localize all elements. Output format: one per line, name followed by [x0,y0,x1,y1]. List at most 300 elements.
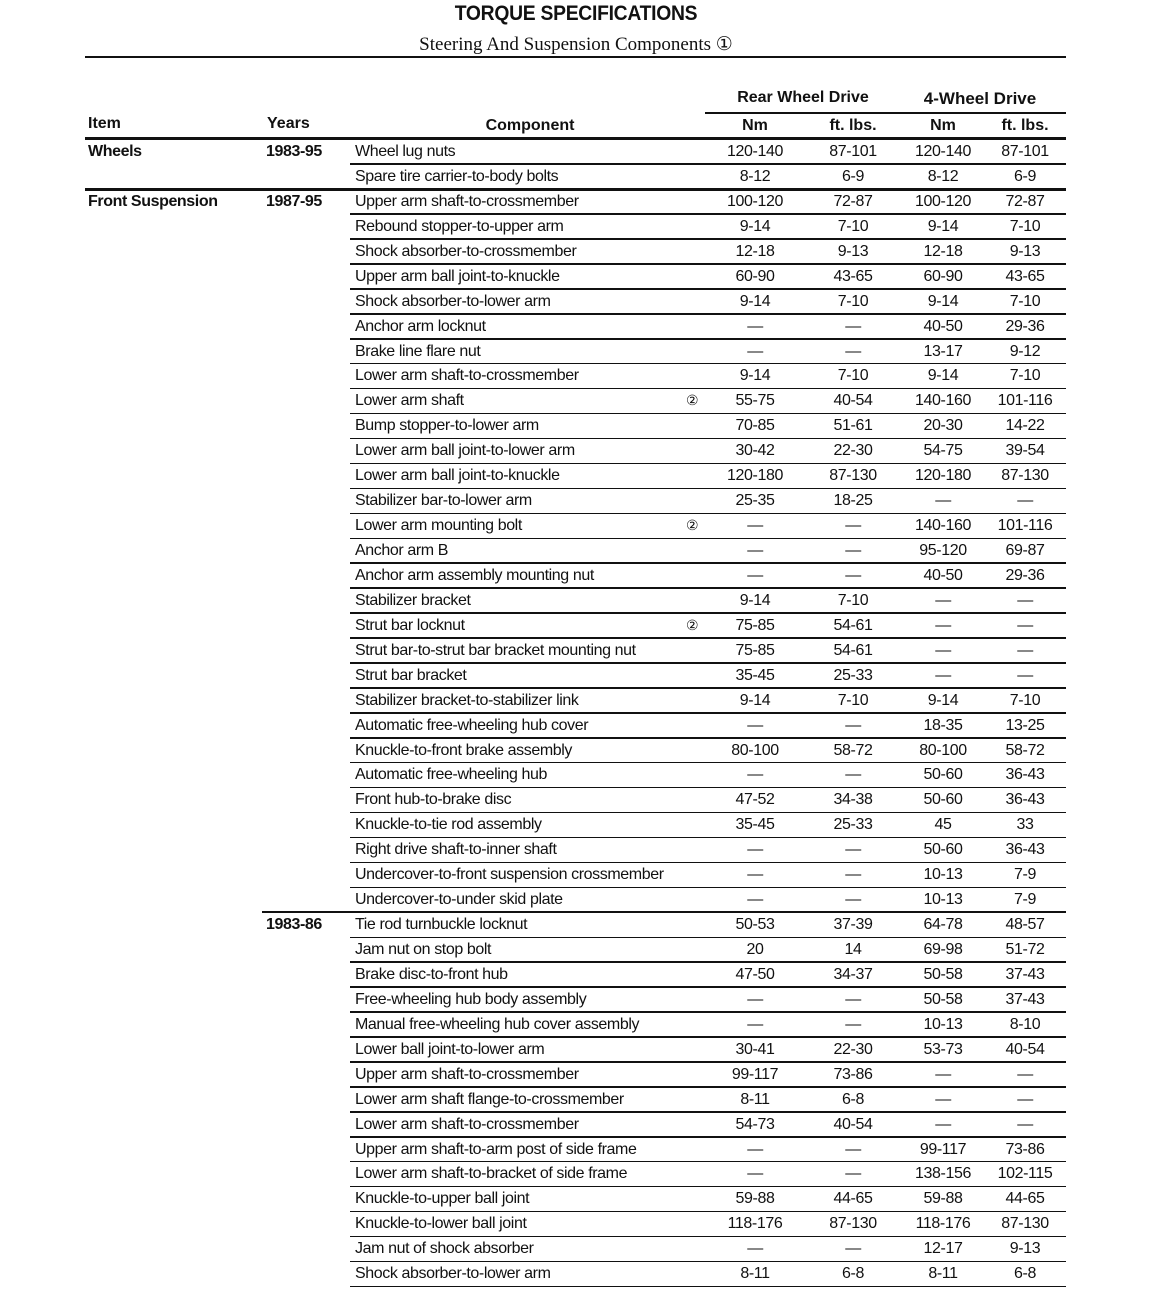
table-row [0,464,1152,489]
row-component: Upper arm shaft-to-crossmember [355,1065,579,1083]
4wd-ftlbs-value: 7-10 [1009,691,1041,709]
4wd-ftlbs-value: 7-10 [1009,217,1041,235]
rwd-nm-value: 120-180 [727,467,783,485]
rwd-ftlbs-value: — [845,1240,861,1258]
table-row [0,963,1152,988]
table-row [0,639,1152,664]
4wd-ftlbs-value: — [1017,666,1033,684]
4wd-ftlbs-value: — [1017,1115,1033,1133]
4wd-ftlbs-value: 37-43 [1005,965,1045,983]
row-component: Lower arm shaft-to-crossmember [355,1115,579,1133]
table-row [0,489,1152,514]
rwd-ftlbs-value: 51-61 [833,417,873,435]
rwd-ftlbs-value: 18-25 [833,492,873,510]
rwd-nm-value: 99-117 [731,1065,779,1083]
table-row [0,863,1152,888]
4wd-ftlbs-value: 48-57 [1005,916,1045,934]
rwd-ftlbs-value: 22-30 [833,1040,873,1058]
rwd-nm-value: 60-90 [735,267,775,285]
row-component: Stabilizer bar-to-lower arm [355,492,532,510]
4wd-ftlbs-value: 7-10 [1009,292,1041,310]
rwd-ftlbs-value: — [845,891,861,909]
rwd-nm-value: 120-140 [727,143,783,160]
4wd-nm-value: 10-13 [923,891,963,909]
table-row [0,838,1152,863]
row-component: Spare tire carrier-to-body bolts [355,167,559,185]
rwd-ftlbs-value: 54-61 [833,641,873,659]
4wd-nm-value: 54-75 [923,442,963,460]
group-header-4wd: 4-Wheel Drive [923,89,1037,108]
row-component: Bump stopper-to-lower arm [355,417,539,435]
page-subtitle: Steering And Suspension Components ① [419,34,733,55]
rwd-nm-value: 8-12 [739,167,771,185]
rwd-ftlbs-value: — [845,866,861,884]
table-row [0,1262,1152,1287]
rwd-ftlbs-value: 7-10 [837,292,869,310]
4wd-nm-value: 10-13 [923,866,963,884]
4wd-ftlbs-value: 39-54 [1005,442,1045,460]
rwd-ftlbs-value: 7-10 [837,367,869,385]
4wd-nm-value: 10-13 [923,1015,963,1033]
row-component: Jam nut on stop bolt [355,941,492,958]
table-row [0,215,1152,240]
rwd-nm-value: — [747,1015,763,1033]
table-row [0,539,1152,564]
4wd-ftlbs-value: 6-8 [1014,1265,1036,1283]
rwd-nm-value: — [747,716,763,734]
row-component: Right drive shaft-to-inner shaft [355,841,557,859]
rwd-nm-value: — [747,990,763,1008]
rwd-nm-value: 9-14 [739,367,771,385]
row-component: Upper arm ball joint-to-knuckle [355,267,560,285]
rwd-ftlbs-value: — [845,1165,861,1183]
rwd-nm-value: 47-52 [735,791,775,809]
table-row [0,340,1152,365]
rwd-nm-value: 25-35 [735,492,775,510]
row-component: Strut bar locknut [355,616,465,634]
column-header-rwd-nm: Nm [742,117,768,134]
table-row [0,165,1152,190]
4wd-nm-value: 12-17 [923,1240,963,1258]
table-row [0,240,1152,265]
table-row [0,1237,1152,1262]
rwd-ftlbs-value: — [845,1140,861,1158]
row-item-label: Front Suspension [88,192,218,210]
group-header-rwd: Rear Wheel Drive [737,89,869,106]
4wd-nm-value: 50-58 [923,965,963,983]
4wd-nm-value: 69-98 [923,941,963,958]
rwd-nm-value: 30-41 [735,1040,775,1058]
rwd-nm-value: 50-53 [735,916,775,934]
rwd-ftlbs-value: 54-61 [833,616,873,634]
4wd-ftlbs-value: 13-25 [1005,716,1045,734]
row-component: Knuckle-to-front brake assembly [355,741,573,759]
row-component: Anchor arm assembly mounting nut [355,566,594,584]
rwd-ftlbs-value: 6-8 [842,1090,864,1108]
4wd-nm-value: 140-160 [915,392,971,410]
column-header-rwd-ftlbs: ft. lbs. [829,117,877,134]
4wd-nm-value: 99-117 [919,1140,967,1158]
4wd-nm-value: 50-58 [923,990,963,1008]
rwd-nm-value: — [747,891,763,909]
4wd-nm-value: — [935,492,951,510]
4wd-nm-value: 8-11 [928,1265,958,1283]
row-component: Knuckle-to-upper ball joint [355,1190,530,1208]
row-component: Tie rod turnbuckle locknut [355,916,528,934]
rwd-nm-value: — [747,1165,763,1183]
rwd-nm-value: — [747,866,763,884]
table-row [0,414,1152,439]
table-row [0,938,1152,963]
row-component: Lower ball joint-to-lower arm [355,1040,545,1058]
rwd-nm-value: — [747,1240,763,1258]
row-component: Shock absorber-to-lower arm [355,1265,551,1283]
row-component: Strut bar-to-strut bar bracket mounting nut [355,641,636,659]
row-component: Anchor arm locknut [355,317,486,335]
4wd-nm-value: — [935,1090,951,1108]
4wd-ftlbs-value: — [1017,1090,1033,1108]
table-row [0,589,1152,614]
row-component: Upper arm shaft-to-crossmember [355,192,579,210]
table-row [0,739,1152,764]
row-component: Stabilizer bracket [355,591,471,609]
row-component: Strut bar bracket [355,666,467,684]
4wd-nm-value: 20-30 [923,417,963,435]
column-header-item: Item [88,115,121,132]
rwd-nm-value: — [747,766,763,784]
table-row [0,714,1152,739]
4wd-ftlbs-value: 58-72 [1005,741,1045,759]
4wd-ftlbs-value: 6-9 [1014,167,1036,185]
rwd-ftlbs-value: 37-39 [833,916,873,934]
table-row [0,763,1152,788]
row-component: Jam nut of shock absorber [355,1240,534,1258]
row-component: Lower arm mounting bolt [355,517,522,535]
group-header-rule [705,112,1066,114]
rwd-ftlbs-value: 40-54 [833,1115,873,1133]
4wd-ftlbs-value: 87-130 [1001,467,1049,485]
table-row [0,614,1152,639]
4wd-ftlbs-value: — [1017,641,1033,659]
table-row [0,265,1152,290]
table-row [0,788,1152,813]
4wd-ftlbs-value: 9-13 [1009,242,1041,260]
table-row [0,1162,1152,1187]
4wd-ftlbs-value: 87-101 [1001,143,1049,160]
rwd-nm-value: 12-18 [735,242,775,260]
4wd-nm-value: 53-73 [923,1040,963,1058]
rwd-ftlbs-value: 87-101 [829,143,877,160]
column-header-years: Years [267,115,310,132]
4wd-ftlbs-value: 101-116 [997,517,1053,535]
row-component: Knuckle-to-lower ball joint [355,1215,527,1233]
rwd-ftlbs-value: 87-130 [829,467,877,485]
4wd-nm-value: 45 [934,816,952,834]
4wd-nm-value: 9-14 [927,292,959,310]
4wd-nm-value: — [935,1115,951,1133]
4wd-nm-value: 50-60 [923,766,963,784]
row-component: Manual free-wheeling hub cover assembly [355,1015,640,1033]
rwd-ftlbs-value: 72-87 [833,192,873,210]
4wd-nm-value: 64-78 [923,916,963,934]
row-component: Undercover-to-under skid plate [355,891,563,909]
4wd-ftlbs-value: 29-36 [1005,317,1045,335]
row-component: Anchor arm B [355,542,449,559]
table-row [0,1063,1152,1088]
4wd-nm-value: 40-50 [923,317,963,335]
section-divider [85,188,1066,191]
rwd-nm-value: 30-42 [735,442,775,460]
rwd-ftlbs-value: 25-33 [833,666,873,684]
row-component: Upper arm shaft-to-arm post of side frame [355,1140,637,1158]
table-row [0,514,1152,539]
4wd-nm-value: — [935,591,951,609]
rwd-ftlbs-value: 7-10 [837,591,869,609]
4wd-ftlbs-value: 29-36 [1005,566,1045,584]
rwd-ftlbs-value: — [845,317,861,335]
footnote-marker: ② [686,517,699,534]
4wd-nm-value: 13-17 [923,342,963,360]
table-row [0,664,1152,689]
rwd-ftlbs-value: 14 [844,941,862,958]
rwd-nm-value: 8-11 [740,1090,770,1108]
4wd-nm-value: 140-160 [915,517,971,535]
footnote-marker: ② [686,392,699,409]
4wd-ftlbs-value: 102-115 [997,1165,1053,1183]
row-component: Shock absorber-to-lower arm [355,292,551,310]
rwd-nm-value: 75-85 [735,616,775,634]
4wd-ftlbs-value: 7-9 [1014,866,1036,884]
4wd-nm-value: 40-50 [923,566,963,584]
rwd-ftlbs-value: 25-33 [833,816,873,834]
4wd-nm-value: 120-180 [915,467,971,485]
4wd-ftlbs-value: — [1017,591,1033,609]
table-row [0,888,1152,913]
rwd-nm-value: — [747,342,763,360]
rwd-ftlbs-value: — [845,342,861,360]
row-years: 1983-86 [266,916,322,934]
4wd-ftlbs-value: 101-116 [997,392,1053,410]
table-row [0,389,1152,414]
4wd-ftlbs-value: 40-54 [1005,1040,1045,1058]
rwd-ftlbs-value: — [845,1015,861,1033]
4wd-ftlbs-value: 36-43 [1005,791,1045,809]
table-row [0,988,1152,1013]
rwd-nm-value: — [747,841,763,859]
rwd-ftlbs-value: 34-37 [833,965,873,983]
4wd-ftlbs-value: 7-10 [1009,367,1041,385]
4wd-ftlbs-value: 37-43 [1005,990,1045,1008]
row-component: Stabilizer bracket-to-stabilizer link [355,691,579,709]
rwd-ftlbs-value: 40-54 [833,392,873,410]
row-component: Front hub-to-brake disc [355,791,512,809]
footnote-marker: ② [686,616,699,633]
rwd-ftlbs-value: 87-130 [829,1215,877,1233]
4wd-nm-value: 100-120 [915,192,971,210]
row-years: 1983-95 [266,143,322,160]
row-component: Brake line flare nut [355,342,481,360]
rwd-ftlbs-value: — [845,566,861,584]
rwd-ftlbs-value: — [845,716,861,734]
rwd-ftlbs-value: — [845,517,861,535]
row-component: Lower arm shaft-to-bracket of side frame [355,1165,628,1183]
4wd-ftlbs-value: 9-12 [1009,342,1041,360]
table-row [0,364,1152,389]
rwd-nm-value: 9-14 [739,292,771,310]
4wd-ftlbs-value: — [1017,492,1033,510]
rwd-ftlbs-value: — [845,542,861,559]
4wd-ftlbs-value: 36-43 [1005,841,1045,859]
rwd-nm-value: 100-120 [727,192,783,210]
row-component: Rebound stopper-to-upper arm [355,217,564,235]
4wd-nm-value: 60-90 [923,267,963,285]
4wd-ftlbs-value: 14-22 [1005,417,1045,435]
rwd-nm-value: — [747,517,763,535]
table-row [0,1088,1152,1113]
title-rule [85,56,1066,58]
4wd-nm-value: 80-100 [919,741,967,759]
rwd-nm-value: 9-14 [739,217,771,235]
table-row [0,1038,1152,1063]
rwd-nm-value: — [747,566,763,584]
rwd-ftlbs-value: 58-72 [833,741,873,759]
rwd-nm-value: 9-14 [739,691,771,709]
section-divider [262,911,1066,913]
4wd-nm-value: 118-176 [915,1215,971,1233]
table-row [0,1187,1152,1212]
rwd-nm-value: 55-75 [735,392,775,410]
4wd-nm-value: — [935,616,951,634]
rwd-ftlbs-value: 44-65 [833,1190,873,1208]
4wd-ftlbs-value: 44-65 [1005,1190,1045,1208]
rwd-ftlbs-value: 6-8 [842,1265,864,1283]
rwd-ftlbs-value: 43-65 [833,267,873,285]
row-component: Lower arm shaft flange-to-crossmember [355,1090,624,1108]
4wd-ftlbs-value: 69-87 [1005,542,1045,559]
4wd-nm-value: — [935,1065,951,1083]
row-component: Shock absorber-to-crossmember [355,242,577,260]
rwd-nm-value: 35-45 [735,816,775,834]
table-row [0,315,1152,340]
spec-table-body [0,140,1152,1287]
row-component: Lower arm shaft-to-crossmember [355,367,579,385]
row-component: Free-wheeling hub body assembly [355,990,587,1008]
4wd-ftlbs-value: 72-87 [1005,192,1045,210]
row-component: Knuckle-to-tie rod assembly [355,816,542,834]
rwd-nm-value: 20 [746,941,764,958]
table-row [0,689,1152,714]
table-row [0,290,1152,315]
column-header-component: Component [485,117,575,134]
4wd-ftlbs-value: 33 [1016,816,1034,834]
4wd-nm-value: 18-35 [923,716,963,734]
row-years: 1987-95 [266,192,322,210]
rwd-ftlbs-value: 9-13 [837,242,869,260]
4wd-ftlbs-value: 9-13 [1009,1240,1041,1258]
table-row [0,140,1152,165]
rwd-nm-value: 35-45 [735,666,775,684]
rwd-ftlbs-value: 7-10 [837,217,869,235]
4wd-ftlbs-value: — [1017,616,1033,634]
4wd-nm-value: 50-60 [923,841,963,859]
4wd-nm-value: 50-60 [923,791,963,809]
rwd-ftlbs-value: — [845,766,861,784]
4wd-ftlbs-value: 73-86 [1005,1140,1045,1158]
rwd-ftlbs-value: 22-30 [833,442,873,460]
4wd-ftlbs-value: — [1017,1065,1033,1083]
row-component: Lower arm ball joint-to-knuckle [355,467,560,485]
rwd-nm-value: 75-85 [735,641,775,659]
rwd-nm-value: 118-176 [727,1215,783,1233]
row-component: Brake disc-to-front hub [355,965,508,983]
4wd-ftlbs-value: 36-43 [1005,766,1045,784]
rwd-nm-value: 54-73 [735,1115,775,1133]
4wd-nm-value: 8-12 [927,167,959,185]
page-title: TORQUE SPECIFICATIONS [454,2,698,25]
4wd-nm-value: 9-14 [927,691,959,709]
rwd-nm-value: 8-11 [740,1265,770,1283]
rwd-nm-value: 9-14 [739,591,771,609]
4wd-nm-value: 9-14 [927,217,959,235]
rwd-nm-value: 80-100 [731,741,779,759]
4wd-nm-value: 9-14 [927,367,959,385]
table-row [0,1113,1152,1138]
row-component: Automatic free-wheeling hub [355,766,547,784]
rwd-ftlbs-value: 6-9 [842,167,864,185]
table-row [0,1212,1152,1237]
rwd-ftlbs-value: — [845,841,861,859]
4wd-nm-value: 95-120 [919,542,967,559]
4wd-ftlbs-value: 43-65 [1005,267,1045,285]
4wd-ftlbs-value: 87-130 [1001,1215,1049,1233]
rwd-ftlbs-value: 73-86 [833,1065,873,1083]
row-component: Lower arm ball joint-to-lower arm [355,442,575,460]
table-row [0,439,1152,464]
rwd-nm-value: 59-88 [735,1190,775,1208]
rwd-nm-value: — [747,317,763,335]
4wd-nm-value: 120-140 [915,143,971,160]
rwd-ftlbs-value: 34-38 [833,791,873,809]
row-component: Automatic free-wheeling hub cover [355,716,589,734]
4wd-nm-value: 12-18 [923,242,963,260]
row-divider [350,1286,1066,1288]
rwd-nm-value: 70-85 [735,417,775,435]
rwd-ftlbs-value: 7-10 [837,691,869,709]
4wd-nm-value: 59-88 [923,1190,963,1208]
rwd-nm-value: 47-50 [735,965,775,983]
row-item-label: Wheels [88,143,142,160]
rwd-nm-value: — [747,542,763,559]
4wd-nm-value: — [935,641,951,659]
table-row [0,190,1152,215]
column-header-4wd-nm: Nm [930,117,956,134]
table-row [0,1138,1152,1163]
rwd-nm-value: — [747,1140,763,1158]
row-component: Lower arm shaft [355,392,464,410]
4wd-ftlbs-value: 7-9 [1014,891,1036,909]
column-header-4wd-ftlbs: ft. lbs. [1001,117,1049,134]
4wd-nm-value: — [935,666,951,684]
4wd-nm-value: 138-156 [915,1165,971,1183]
table-row [0,1013,1152,1038]
table-row [0,564,1152,589]
4wd-ftlbs-value: 8-10 [1009,1015,1041,1033]
rwd-ftlbs-value: — [845,990,861,1008]
table-row [0,913,1152,938]
row-component: Undercover-to-front suspension crossmember [355,866,664,884]
row-component: Wheel lug nuts [355,143,456,160]
table-row [0,813,1152,838]
